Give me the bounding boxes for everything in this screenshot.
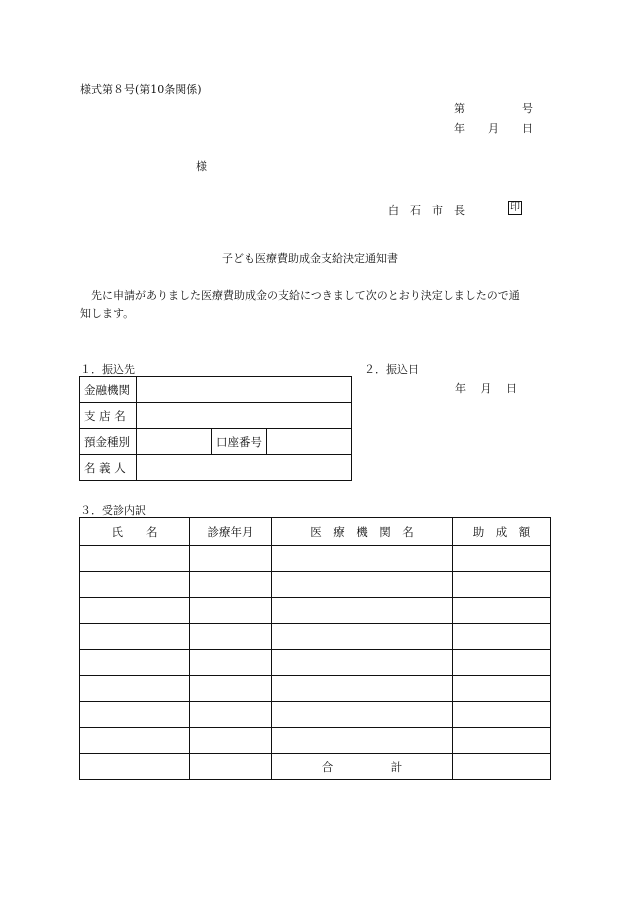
- cell[interactable]: [80, 624, 190, 650]
- cell[interactable]: [80, 702, 190, 728]
- bank-institution-field[interactable]: [137, 377, 352, 403]
- visit-details-table: [79, 517, 551, 780]
- cell[interactable]: [80, 650, 190, 676]
- col-header-name: 氏 名: [80, 518, 190, 546]
- document-title: 子ども医療費助成金支給決定通知書: [222, 252, 398, 265]
- col-header-subsidy-amount: 助 成 額: [453, 518, 551, 546]
- cell[interactable]: [453, 624, 551, 650]
- cell[interactable]: [190, 598, 272, 624]
- issue-date-month: 月: [488, 122, 499, 135]
- col-header-medical-institution: 医 療 機 関 名: [272, 518, 453, 546]
- cell[interactable]: [272, 676, 453, 702]
- cell[interactable]: [80, 676, 190, 702]
- col-header-treatment-month: 診療年月: [190, 518, 272, 546]
- cell[interactable]: [80, 546, 190, 572]
- cell[interactable]: [80, 598, 190, 624]
- bank-branch-label: 支 店 名: [80, 403, 137, 429]
- section-transfer-date-title: ２．振込日: [364, 363, 419, 376]
- transfer-date-blank: 年 月 日: [455, 382, 517, 395]
- cell[interactable]: [190, 546, 272, 572]
- table-row: [80, 598, 551, 624]
- cell[interactable]: [453, 728, 551, 754]
- form-number: 様式第８号(第10条関係): [80, 83, 202, 96]
- bank-institution-label: 金融機関: [80, 377, 137, 403]
- cell[interactable]: [190, 728, 272, 754]
- table-row: [80, 676, 551, 702]
- table-row: [80, 572, 551, 598]
- cell[interactable]: [190, 754, 272, 780]
- body-text-line-2: 知します。: [80, 307, 135, 320]
- seal-stamp: 印: [510, 202, 520, 213]
- cell[interactable]: [190, 702, 272, 728]
- issue-date-day: 日: [522, 122, 533, 135]
- cell[interactable]: [272, 572, 453, 598]
- cell[interactable]: [272, 598, 453, 624]
- document-number-prefix: 第: [454, 102, 465, 115]
- account-holder-field[interactable]: [137, 455, 352, 481]
- total-amount-field[interactable]: [453, 754, 551, 780]
- cell[interactable]: [272, 702, 453, 728]
- deposit-type-field[interactable]: [137, 429, 212, 455]
- table-row: [80, 546, 551, 572]
- section-visit-details-title: ３．受診内訳: [80, 504, 146, 517]
- total-label: 合 計: [272, 754, 453, 780]
- account-number-field[interactable]: [267, 429, 352, 455]
- cell[interactable]: [190, 676, 272, 702]
- cell[interactable]: [453, 676, 551, 702]
- bank-account-table: [79, 376, 352, 481]
- cell[interactable]: [80, 754, 190, 780]
- cell[interactable]: [453, 572, 551, 598]
- cell[interactable]: [80, 572, 190, 598]
- table-row: [80, 624, 551, 650]
- cell[interactable]: [453, 702, 551, 728]
- issuer-name: 白 石 市 長: [388, 204, 465, 217]
- addressee-honorific: 様: [196, 160, 207, 173]
- account-holder-label: 名 義 人: [80, 455, 137, 481]
- body-text-line-1: 先に申請がありました医療費助成金の支給につきまして次のとおり決定しましたので通: [80, 289, 520, 302]
- cell[interactable]: [80, 728, 190, 754]
- table-row: [80, 702, 551, 728]
- cell[interactable]: [272, 728, 453, 754]
- table-row: [80, 650, 551, 676]
- cell[interactable]: [190, 650, 272, 676]
- account-number-label: 口座番号: [212, 429, 267, 455]
- cell[interactable]: [272, 624, 453, 650]
- bank-branch-field[interactable]: [137, 403, 352, 429]
- issue-date-year: 年: [454, 122, 465, 135]
- total-row: [80, 754, 551, 780]
- cell[interactable]: [190, 572, 272, 598]
- document-number-suffix: 号: [522, 102, 533, 115]
- cell[interactable]: [453, 650, 551, 676]
- section-transfer-account-title: １．振込先: [80, 363, 135, 376]
- cell[interactable]: [272, 546, 453, 572]
- cell[interactable]: [272, 650, 453, 676]
- table-row: [80, 728, 551, 754]
- cell[interactable]: [453, 598, 551, 624]
- cell[interactable]: [190, 624, 272, 650]
- deposit-type-label: 預金種別: [80, 429, 137, 455]
- cell[interactable]: [453, 546, 551, 572]
